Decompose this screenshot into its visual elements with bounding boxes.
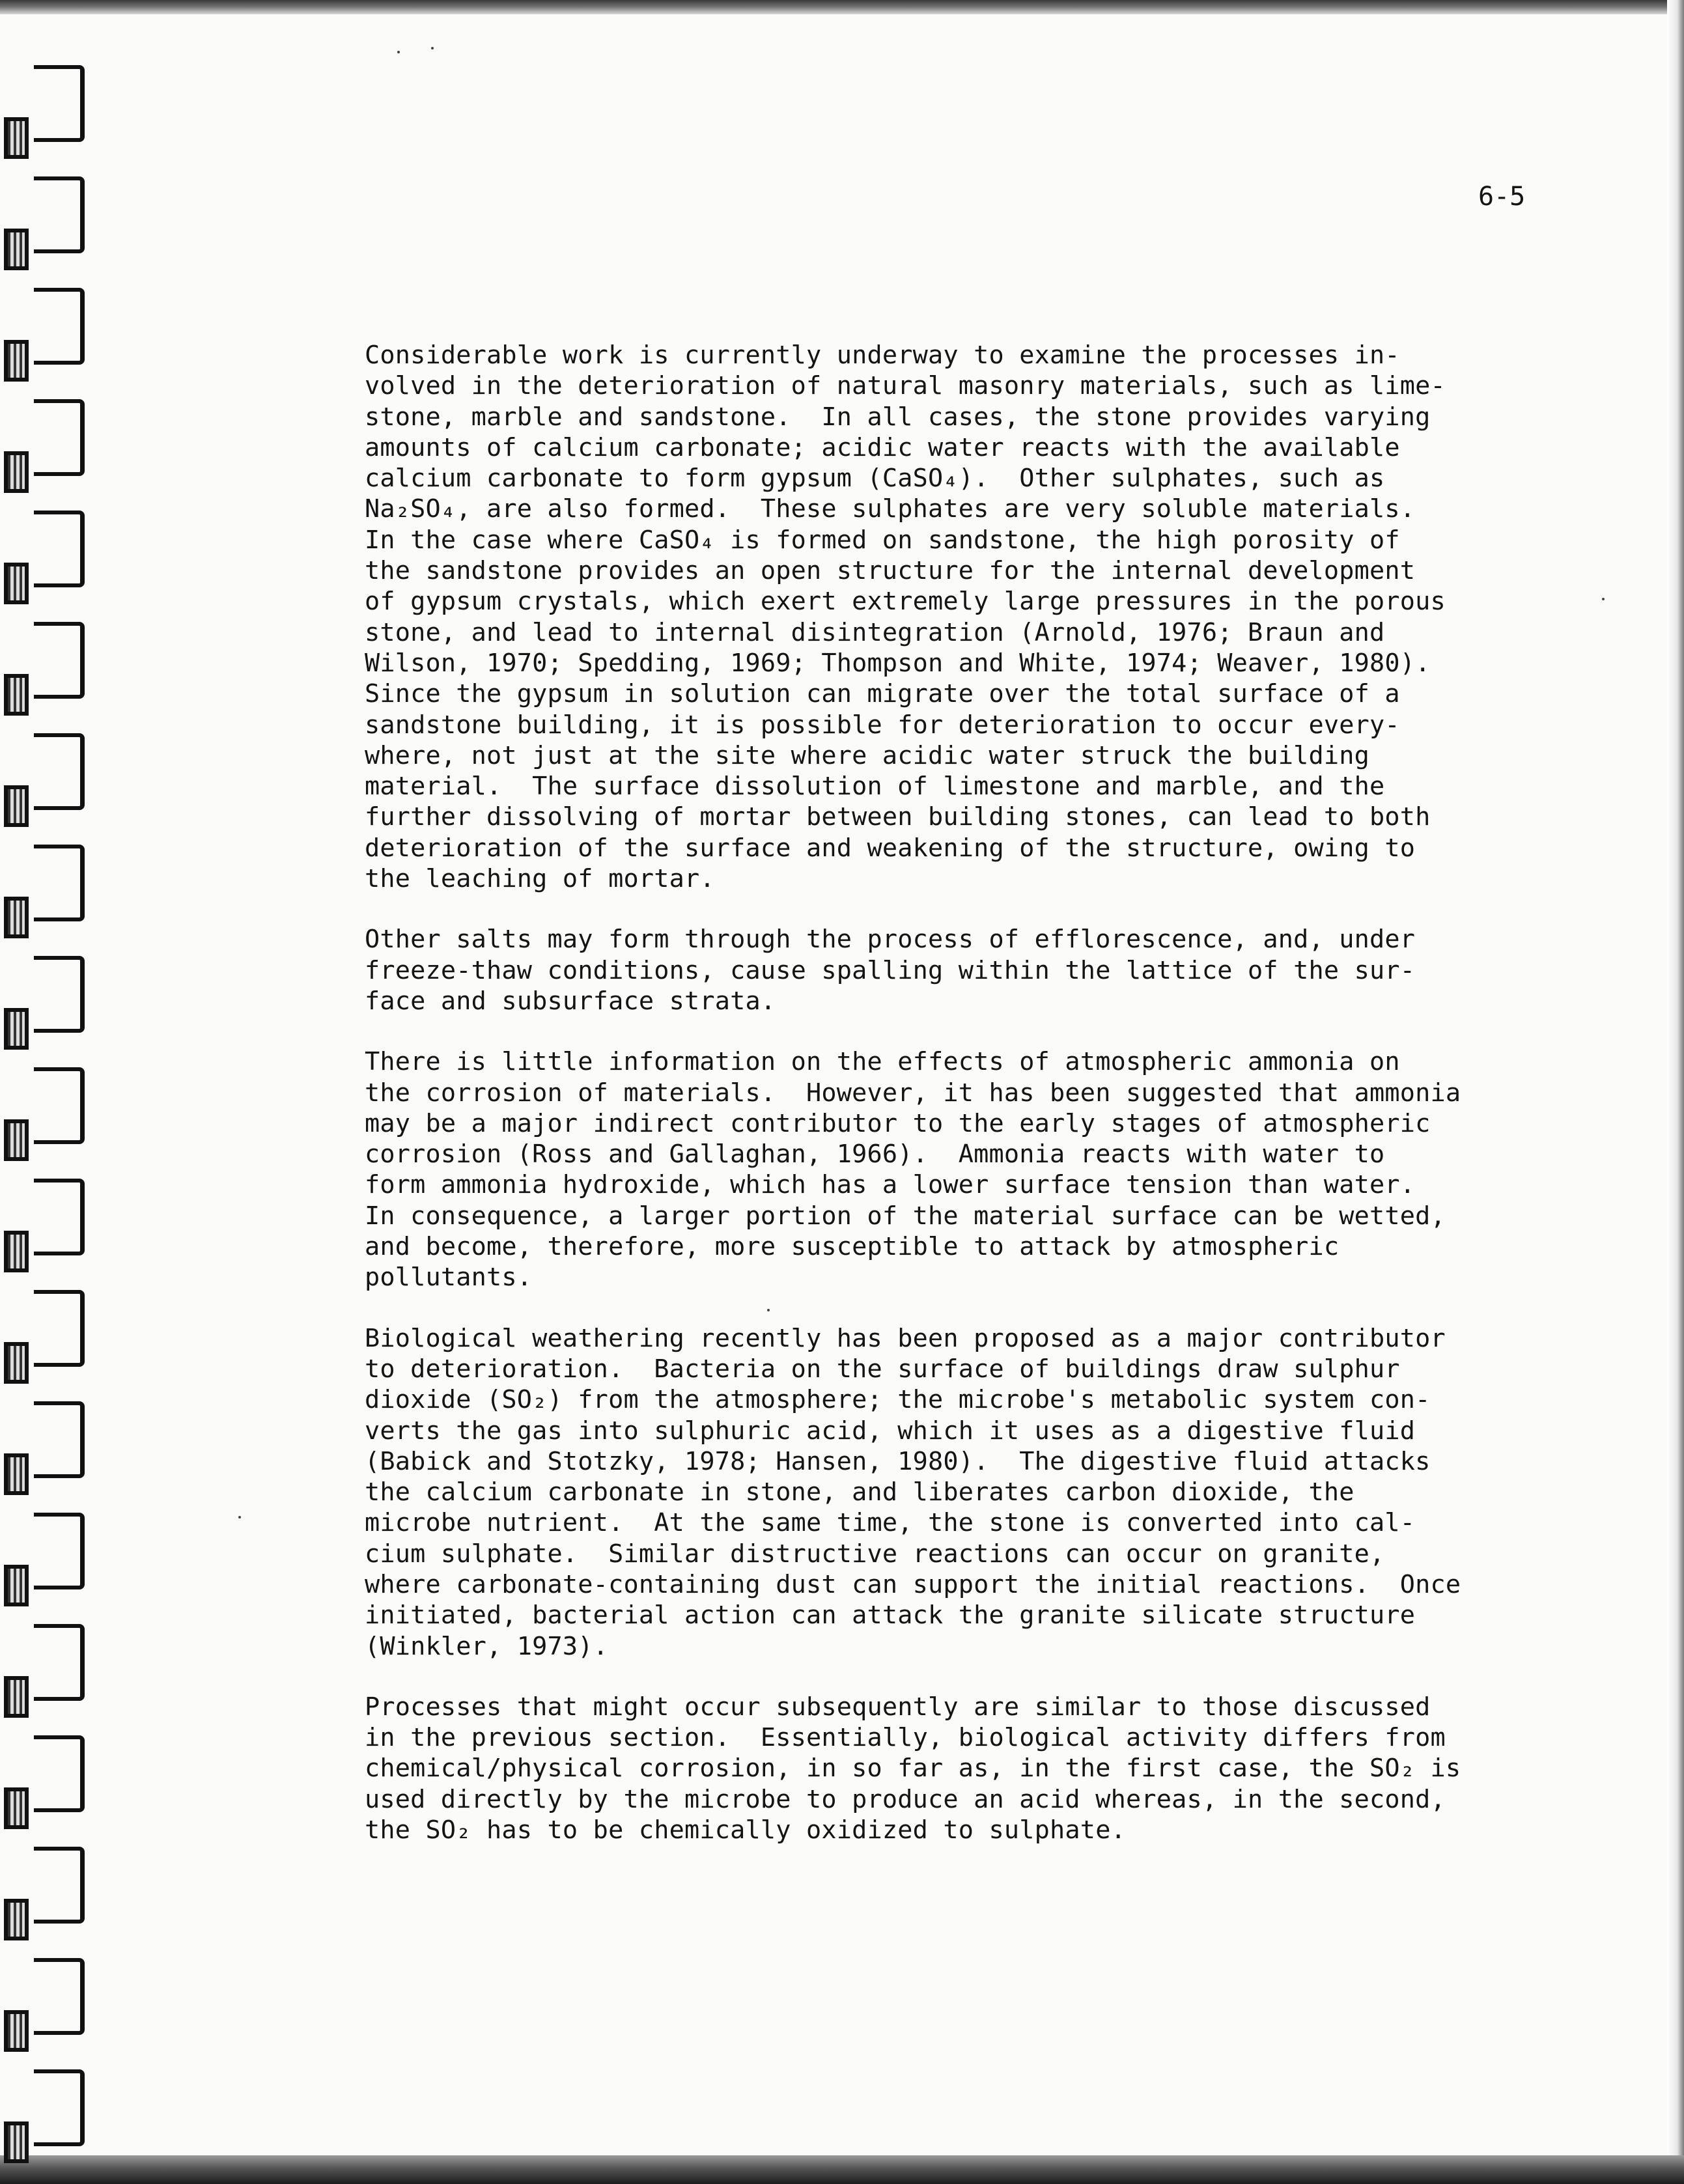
text-line: Considerable work is currently underway to examine the processes in- bbox=[365, 341, 1400, 370]
binder-hole bbox=[4, 117, 29, 159]
binder-ring bbox=[34, 1847, 85, 1924]
text-line: Wilson, 1970; Spedding, 1969; Thompson and White, 1974; Weaver, 1980). bbox=[365, 648, 1431, 678]
text-line: Since the gypsum in solution can migrate over the total surface of a bbox=[365, 679, 1400, 709]
text-line: sandstone building, it is possible for deterioration to occur every- bbox=[365, 710, 1400, 740]
text-line: the sandstone provides an open structure for the internal development bbox=[365, 556, 1416, 586]
binder-hole bbox=[4, 1565, 29, 1606]
text-line: chemical/physical corrosion, in so far as, in the first case, the SO₂ is bbox=[365, 1754, 1461, 1784]
binder-ring bbox=[34, 176, 85, 253]
text-line: deterioration of the surface and weakening of the structure, owing to bbox=[365, 833, 1416, 863]
text-line: In consequence, a larger portion of the material surface can be wetted, bbox=[365, 1201, 1446, 1231]
binder-ring bbox=[34, 399, 85, 476]
binder-ring bbox=[34, 1513, 85, 1589]
binder-ring bbox=[34, 511, 85, 587]
text-line: to deterioration. Bacteria on the surface of buildings draw sulphur bbox=[365, 1354, 1400, 1384]
text-line: may be a major indirect contributor to the early stages of atmospheric bbox=[365, 1108, 1431, 1138]
binder-hole bbox=[4, 1231, 29, 1272]
binder-ring bbox=[34, 1401, 85, 1478]
text-line: stone, marble and sandstone. In all cases, the stone provides varying bbox=[365, 402, 1431, 432]
binder-hole bbox=[4, 2010, 29, 2052]
binder-hole bbox=[4, 1787, 29, 1829]
text-line: Biological weathering recently has been proposed as a major contributor bbox=[365, 1323, 1446, 1353]
scan-right-edge bbox=[1667, 0, 1684, 2184]
text-line: There is little information on the effects of atmospheric ammonia on bbox=[365, 1047, 1400, 1077]
text-line: used directly by the microbe to produce an acid whereas, in the second, bbox=[365, 1784, 1446, 1814]
text-line: microbe nutrient. At the same time, the stone is converted into cal- bbox=[365, 1508, 1416, 1538]
text-line: stone, and lead to internal disintegration (Arnold, 1976; Braun and bbox=[365, 617, 1385, 647]
binder-hole bbox=[4, 563, 29, 604]
scan-speck bbox=[238, 1516, 241, 1519]
binder-hole bbox=[4, 340, 29, 382]
scan-speck bbox=[397, 51, 400, 53]
binder-hole bbox=[4, 1453, 29, 1495]
binder-ring bbox=[34, 622, 85, 699]
scan-bottom-edge bbox=[0, 2155, 1684, 2184]
binder-hole bbox=[4, 1008, 29, 1050]
text-line: In the case where CaSO₄ is formed on sandstone, the high porosity of bbox=[365, 525, 1400, 555]
binder-hole bbox=[4, 1676, 29, 1718]
page-number: 6-5 bbox=[1478, 182, 1526, 212]
text-line: and become, therefore, more susceptible to attack by atmospheric bbox=[365, 1232, 1340, 1262]
binder-hole bbox=[4, 2121, 29, 2163]
text-line: the leaching of mortar. bbox=[365, 864, 715, 894]
text-line: corrosion (Ross and Gallaghan, 1966). Ammonia reacts with water to bbox=[365, 1140, 1385, 1169]
binder-ring bbox=[34, 956, 85, 1033]
text-line: form ammonia hydroxide, which has a lower surface tension than water. bbox=[365, 1170, 1416, 1200]
scan-top-edge bbox=[0, 0, 1684, 14]
paragraph-4 bbox=[365, 1323, 1485, 1662]
binder-ring bbox=[34, 1735, 85, 1812]
binder-ring bbox=[34, 288, 85, 365]
paragraph-5 bbox=[365, 1692, 1485, 1845]
text-line: cium sulphate. Similar distructive reactions can occur on granite, bbox=[365, 1539, 1385, 1569]
binder-hole bbox=[4, 451, 29, 493]
text-line: where, not just at the site where acidic water struck the building bbox=[365, 740, 1370, 770]
text-line: (Babick and Stotzky, 1978; Hansen, 1980). The digestive fluid attacks bbox=[365, 1446, 1431, 1476]
binder-ring bbox=[34, 733, 85, 810]
binder-hole bbox=[4, 1342, 29, 1384]
text-line: in the previous section. Essentially, biological activity differs from bbox=[365, 1723, 1446, 1753]
text-line: where carbonate-containing dust can support the initial reactions. Once bbox=[365, 1569, 1461, 1599]
binder-hole bbox=[4, 1899, 29, 1940]
binder-hole bbox=[4, 674, 29, 716]
text-line: the calcium carbonate in stone, and liberates carbon dioxide, the bbox=[365, 1477, 1354, 1507]
binder-ring bbox=[34, 1067, 85, 1144]
text-line: amounts of calcium carbonate; acidic water reacts with the available bbox=[365, 432, 1400, 462]
binder-hole bbox=[4, 229, 29, 270]
body-text bbox=[365, 340, 1485, 1875]
text-line: further dissolving of mortar between building stones, can lead to both bbox=[365, 802, 1431, 832]
binder-ring bbox=[34, 1179, 85, 1255]
text-line: volved in the deterioration of natural masonry materials, such as lime- bbox=[365, 371, 1446, 401]
binder-ring bbox=[34, 1958, 85, 2035]
binder-ring bbox=[34, 2069, 85, 2146]
binder-ring bbox=[34, 1624, 85, 1701]
text-line: face and subsurface strata. bbox=[365, 986, 776, 1016]
paragraph-1 bbox=[365, 340, 1485, 894]
text-line: calcium carbonate to form gypsum (CaSO₄). Other sulphates, such as bbox=[365, 464, 1385, 494]
paragraph-3 bbox=[365, 1046, 1485, 1293]
text-line: pollutants. bbox=[365, 1263, 533, 1293]
text-line: of gypsum crystals, which exert extremely large pressures in the porous bbox=[365, 587, 1446, 617]
text-line: (Winkler, 1973). bbox=[365, 1631, 609, 1661]
text-line: the SO₂ has to be chemically oxidized to sulphate. bbox=[365, 1815, 1126, 1845]
binder-ring bbox=[34, 65, 85, 142]
text-line: material. The surface dissolution of limestone and marble, and the bbox=[365, 772, 1385, 802]
binder-ring bbox=[34, 845, 85, 921]
text-line: Na₂SO₄, are also formed. These sulphates are very soluble materials. bbox=[365, 494, 1416, 524]
binder-hole bbox=[4, 1119, 29, 1161]
binder-hole bbox=[4, 897, 29, 938]
text-line: Processes that might occur subsequently are similar to those discussed bbox=[365, 1692, 1431, 1722]
spiral-binding bbox=[0, 20, 98, 2162]
text-line: Other salts may form through the process of efflorescence, and, under bbox=[365, 925, 1416, 955]
text-line: dioxide (SO₂) from the atmosphere; the microbe's metabolic system con- bbox=[365, 1385, 1431, 1415]
text-line: initiated, bacterial action can attack the granite silicate structure bbox=[365, 1601, 1416, 1631]
binder-hole bbox=[4, 785, 29, 827]
scan-speck bbox=[1602, 598, 1605, 600]
text-line: freeze-thaw conditions, cause spalling within the lattice of the sur- bbox=[365, 955, 1416, 985]
text-line: the corrosion of materials. However, it has been suggested that ammonia bbox=[365, 1078, 1461, 1108]
text-line: verts the gas into sulphuric acid, which it uses as a digestive fluid bbox=[365, 1416, 1416, 1446]
binder-ring bbox=[34, 1290, 85, 1367]
paragraph-2 bbox=[365, 924, 1485, 1016]
scan-speck bbox=[431, 47, 434, 49]
